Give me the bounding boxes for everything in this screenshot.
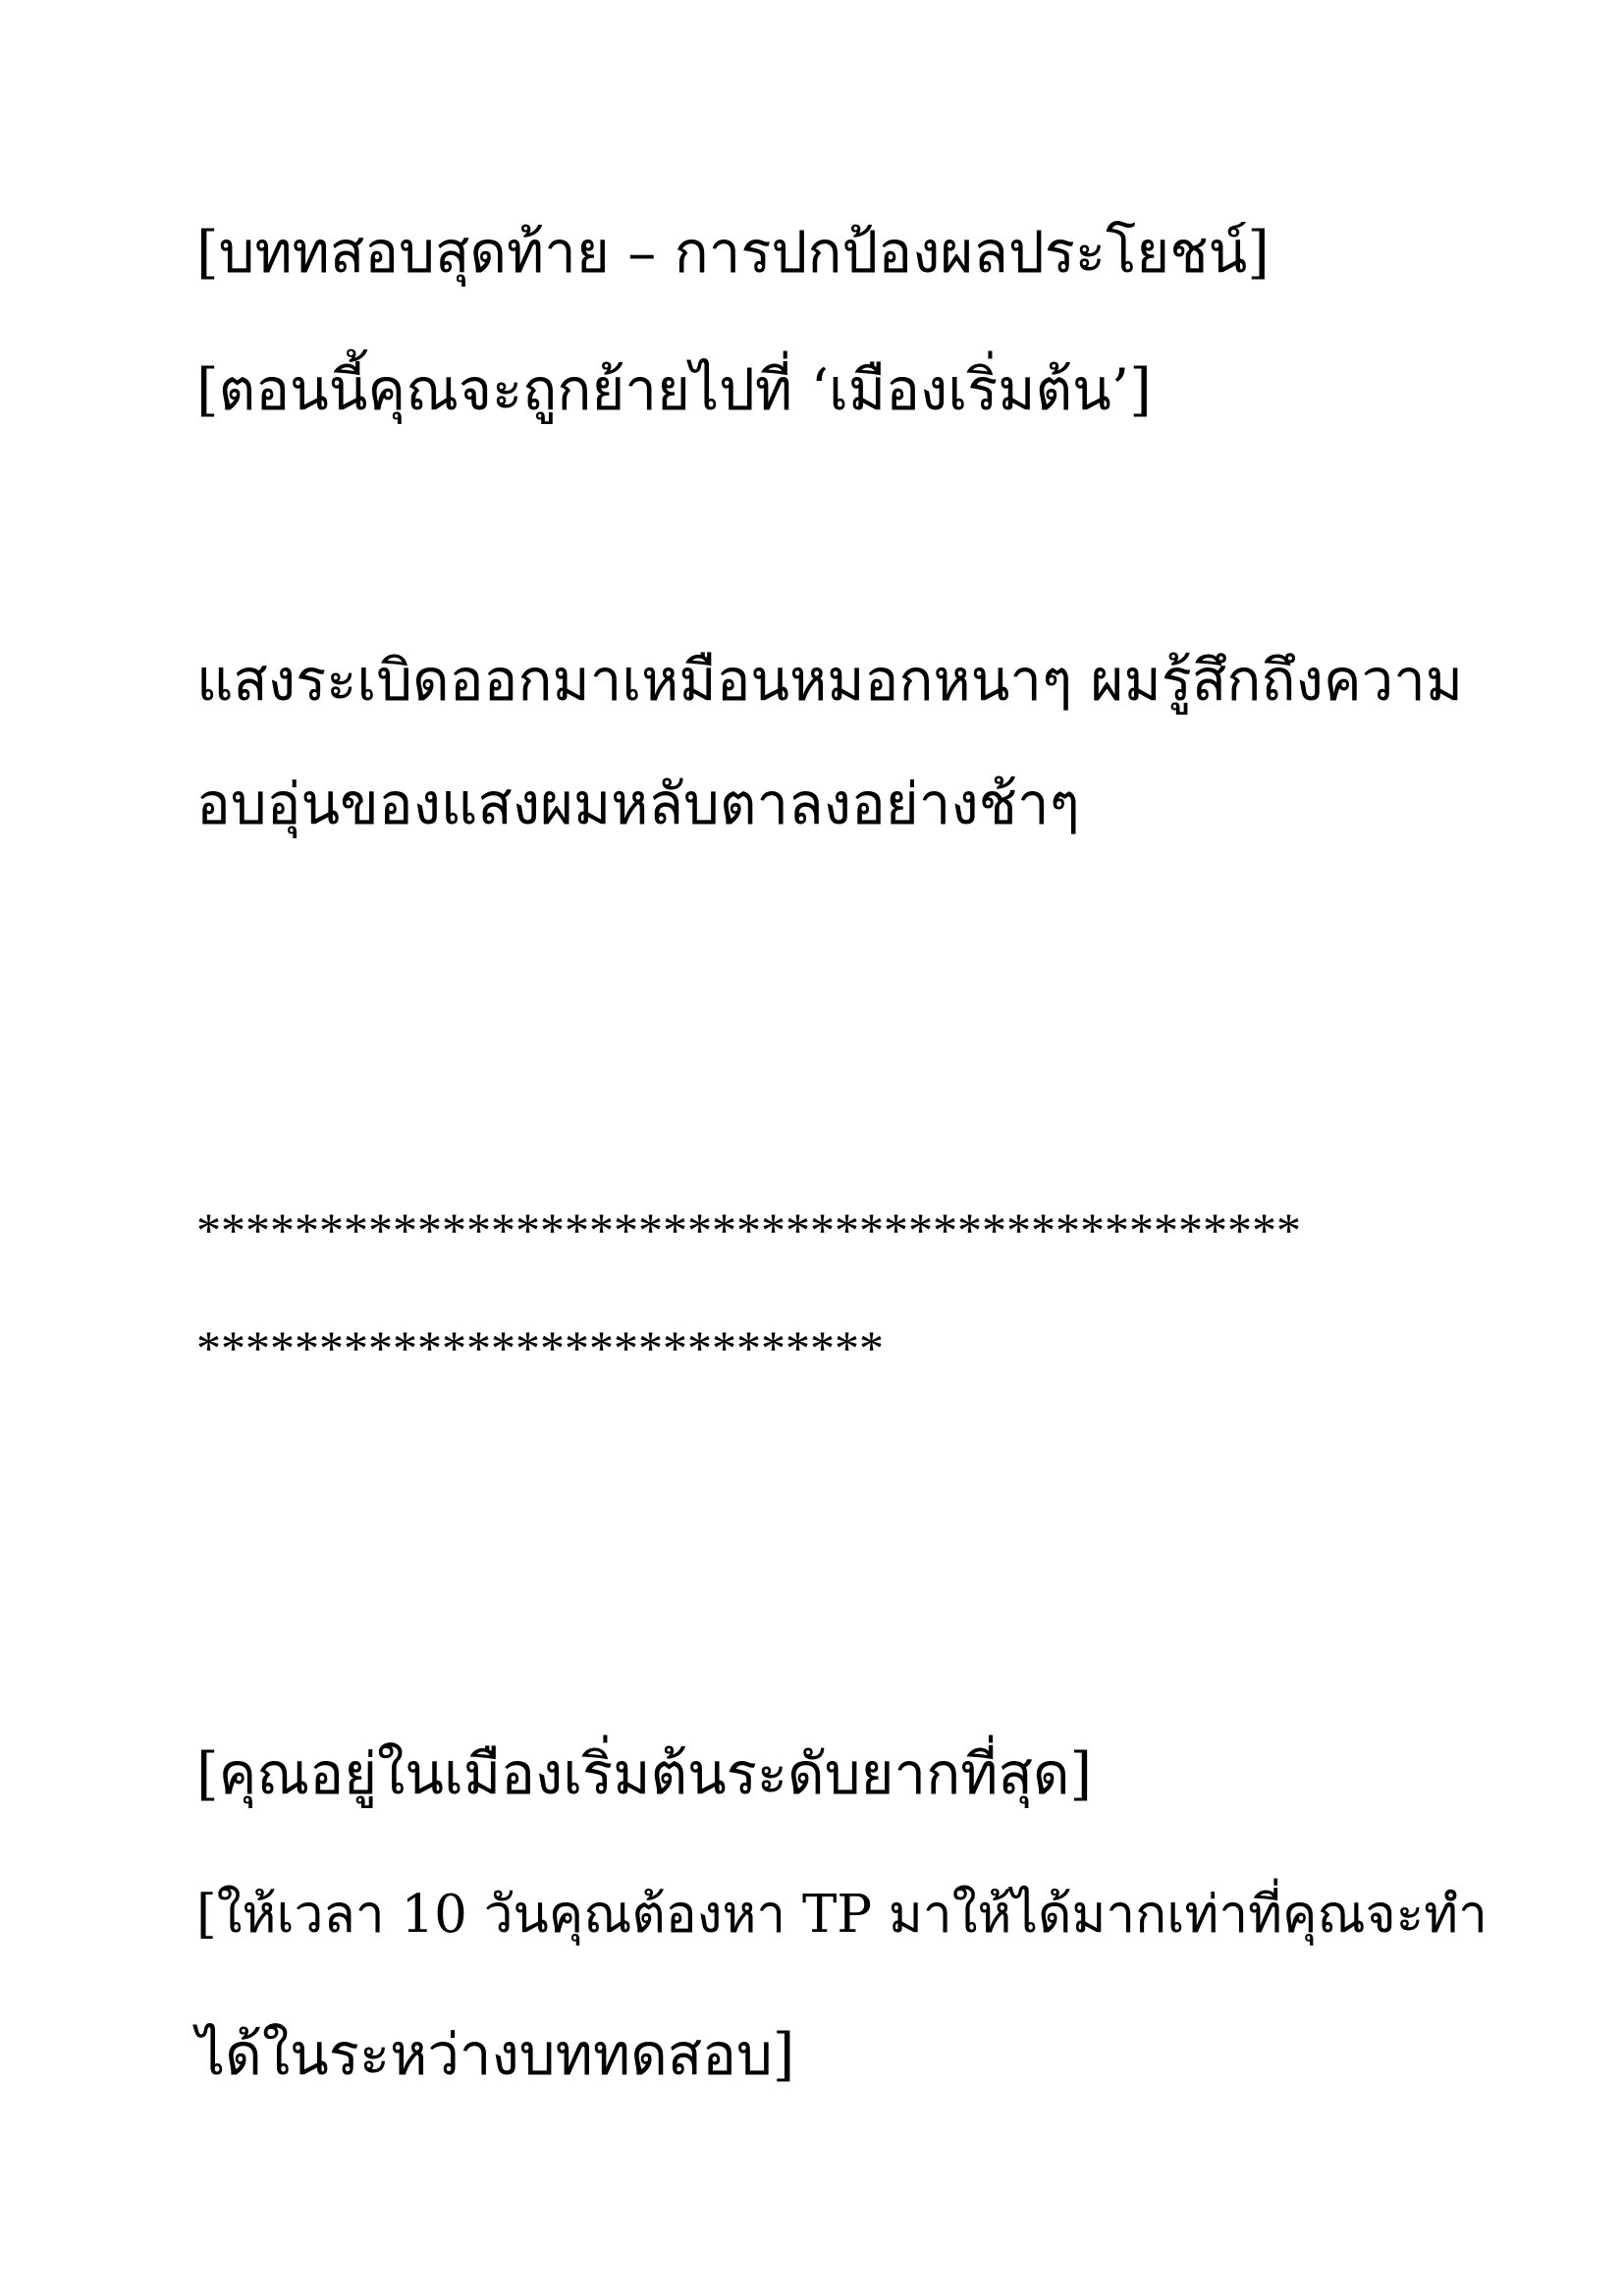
mission-message-line-1: [ให้เวลา 10 วันคุณต้องหา TP มาให้ได้มากเท่าที่คุณจะทำ — [196, 1885, 1488, 1945]
chapter-title-line: [บททสอบสุดท้าย – การปกป้องผลประโยชน์] — [196, 219, 1270, 286]
mission-message-line-2: ได้ในระหว่างบททดสอบ] — [196, 2021, 795, 2088]
separator-line-2: **************************** — [196, 1320, 884, 1375]
difficulty-message-line: [คุณอยู่ในเมืองเริ่มต้นระดับยากที่สุด] — [196, 1740, 1093, 1807]
separator-line-1: ********************************************* — [196, 1202, 1301, 1257]
narrative-line-1: แสงระเบิดออกมาเหมือนหมอกหนาๆ ผมรู้สึกถึงความ — [196, 647, 1464, 714]
narrative-line-2: อบอุ่นของแสงผมหลับตาลงอย่างช้าๆ — [196, 771, 1080, 837]
system-message-line: [ตอนนี้คุณจะถูกย้ายไปที่ ‘เมืองเริ่มต้น’] — [196, 356, 1152, 423]
